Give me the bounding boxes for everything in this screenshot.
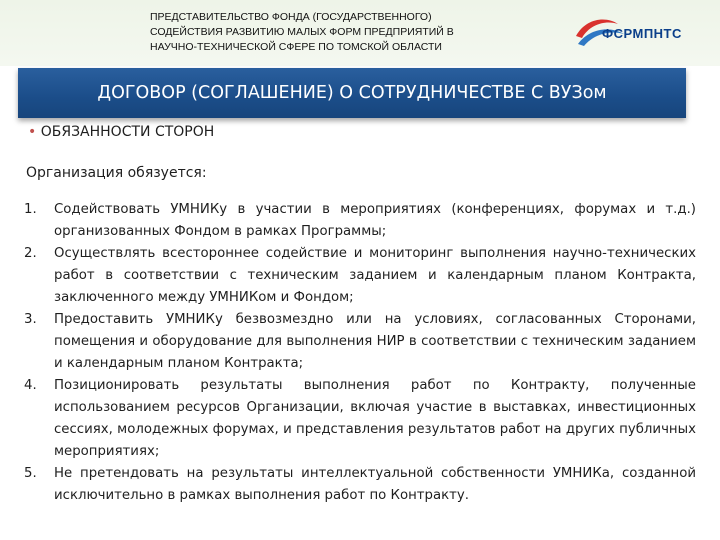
item-number: 4. [24,378,37,393]
list-item [24,199,696,243]
list-item [24,309,696,375]
obligations-list [24,199,696,507]
header-band [0,0,720,66]
item-number: 5. [24,466,37,481]
org-name-line-1: ПРЕДСТАВИТЕЛЬСТВО ФОНДА (ГОСУДАРСТВЕННОГО) [150,11,432,23]
organization-name [150,10,530,55]
item-text: Предоставить УМНИКу безвозмездно или на условиях, согласованных Сторонами, помещения и оборудование для выполнения НИР в соответствии с техническим заданием и календарным планом Контракта; [54,312,696,371]
item-number: 1. [24,202,37,217]
list-item [24,375,696,463]
section-heading-text: ОБЯЗАННОСТИ СТОРОН [40,124,215,140]
item-text: Содействовать УМНИКу в участии в мероприятиях (конференциях, форумах и т.д.) организованных Фондом в рамках Программы; [54,202,696,239]
title-banner [18,68,686,118]
bullet-icon: • [28,124,37,140]
slide-title: ДОГОВОР (СОГЛАШЕНИЕ) О СОТРУДНИЧЕСТВЕ С ВУЗом [97,83,607,103]
list-item [24,463,696,507]
subheading: Организация обязуется: [26,165,207,181]
fund-logo [572,14,692,54]
section-heading [28,124,214,140]
item-number: 2. [24,246,37,261]
list-item [24,243,696,309]
logo-text: ФСРМПНТС [602,26,682,41]
org-name-line-3: НАУЧНО-ТЕХНИЧЕСКОЙ СФЕРЕ ПО ТОМСКОЙ ОБЛАСТИ [150,41,442,53]
org-name-line-2: СОДЕЙСТВИЯ РАЗВИТИЮ МАЛЫХ ФОРМ ПРЕДПРИЯТИЙ В [150,26,454,38]
item-number: 3. [24,312,37,327]
item-text: Осуществлять всестороннее содействие и мониторинг выполнения научно-технических работ в соответствии с техническим заданием и календарным планом Контракта, заключенного между УМНИКом и Фондом; [54,246,696,305]
item-text: Не претендовать на результаты интеллектуальной собственности УМНИКа, созданной исключительно в рамках выполнения работ по Контракту. [54,466,696,503]
item-text: Позиционировать результаты выполнения работ по Контракту, полученные использованием ресурсов Организации, включая участие в выставках, инвестиционных сессиях, молодежных форумах, и представления результатов работ на других публичных мероприятиях; [54,378,696,459]
